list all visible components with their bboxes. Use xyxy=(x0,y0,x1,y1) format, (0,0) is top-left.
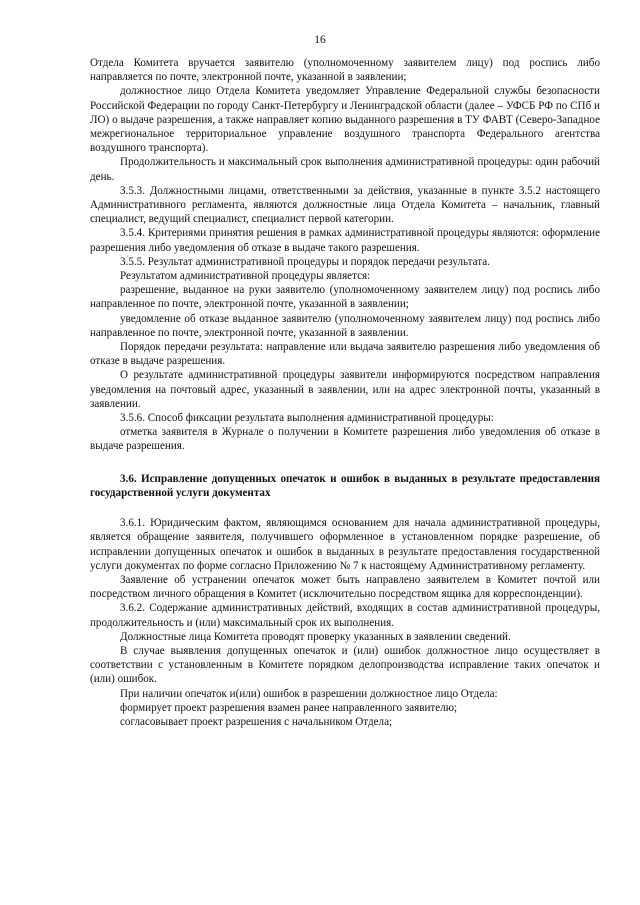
paragraph: формирует проект разрешения взамен ранее направленного заявителю; xyxy=(120,701,458,714)
paragraph: Продолжительность и максимальный срок выполнения административной процедуры: один рабочий день. xyxy=(90,156,600,183)
paragraph: В случае выявления допущенных опечаток и (или) ошибок должностное лицо осуществляет в соответствии с установленным в Комитете порядком делопроизводства исправление таких опечаток и (или) ошибок. xyxy=(90,644,600,686)
paragraph: должностное лицо Отдела Комитета уведомляет Управление Федеральной службы безопасности Российской Федерации по городу Санкт-Петербургу и Ленинградской области (далее – УФСБ РФ по СПб и ЛО) о выдаче разрешения, а также направляет копию выданного разрешения в ТУ ФАВТ (Северо-Западное межрегиональное территориальное управление воздушного транспорта Федерального агентства воздушного транспорта). xyxy=(90,85,600,155)
page-number: 16 xyxy=(314,34,326,46)
paragraph: уведомление об отказе выданное заявителю (уполномоченному заявителем лицу) под роспись либо направленное по почте, электронной почте, указанной в заявлении. xyxy=(90,312,600,339)
paragraph: 3.5.4. Критериями принятия решения в рамках административной процедуры являются: оформление разрешения либо уведомления об отказе в выдаче такого разрешения. xyxy=(90,227,600,254)
paragraph: 3.5.6. Способ фиксации результата выполнения административной процедуры: xyxy=(120,412,494,425)
paragraph: 3.5.5. Результат административной процедуры и порядок передачи результата. xyxy=(120,255,490,268)
paragraph: 3.5.3. Должностными лицами, ответственными за действия, указанные в пункте 3.5.2 настоящего Административного регламента, являются должностные лица Отдела Комитета – начальник, главный специалист, ведущий специалист, специалист первой категории. xyxy=(90,184,600,226)
paragraph: При наличии опечаток и(или) ошибок в разрешении должностное лицо Отдела: xyxy=(120,687,498,700)
paragraph: Порядок передачи результата: направление или выдача заявителю разрешения либо уведомления об отказе в выдаче разрешения. xyxy=(90,341,600,368)
paragraph: Отдела Комитета вручается заявителю (уполномоченному заявителем лицу) под роспись либо направляется по почте, электронной почте, указанной в заявлении; xyxy=(90,57,600,84)
paragraph: 3.6.1. Юридическим фактом, являющимся основанием для начала административной процедуры, является обращение заявителя, получившего оформленное в установленном порядке разрешение, об исправлении допущенных опечаток и ошибок в выданных в результате предоставления государственной услуги документах по форме согласно Приложению № 7 к настоящему Административному регламенту. xyxy=(90,517,600,572)
paragraph: Заявление об устранении опечаток может быть направлено заявителем в Комитет почтой или посредством личного обращения в Комитет (исключительно посредством ящика для корреспонденции). xyxy=(90,573,600,601)
paragraph: 3.6.2. Содержание административных действий, входящих в состав административной процедуры, продолжительность и (или) максимальный срок их выполнения. xyxy=(90,602,600,629)
paragraph: согласовывает проект разрешения с начальником Отдела; xyxy=(120,715,393,728)
paragraph: Должностные лица Комитета проводят проверку указанных в заявлении сведений. xyxy=(120,630,511,643)
paragraph: Результатом административной процедуры является: xyxy=(120,270,371,283)
paragraph: разрешение, выданное на руки заявителю (уполномоченному заявителем лицу) под роспись либо направленное по почте, электронной почте, указанной в заявлении; xyxy=(90,284,600,311)
section-heading: 3.6. Исправление допущенных опечаток и ошибок в выданных в результате предоставления государственной услуги документах xyxy=(90,472,600,499)
paragraph: О результате административной процедуры заявители информируются посредством направления уведомления на почтовый адрес, указанный в заявлении, или на адрес электронной почты, указанный в заявлении. xyxy=(90,369,600,410)
document-body xyxy=(90,56,600,729)
paragraph: отметка заявителя в Журнале о получении в Комитете разрешения либо уведомления об отказе в выдаче разрешения. xyxy=(90,426,600,453)
